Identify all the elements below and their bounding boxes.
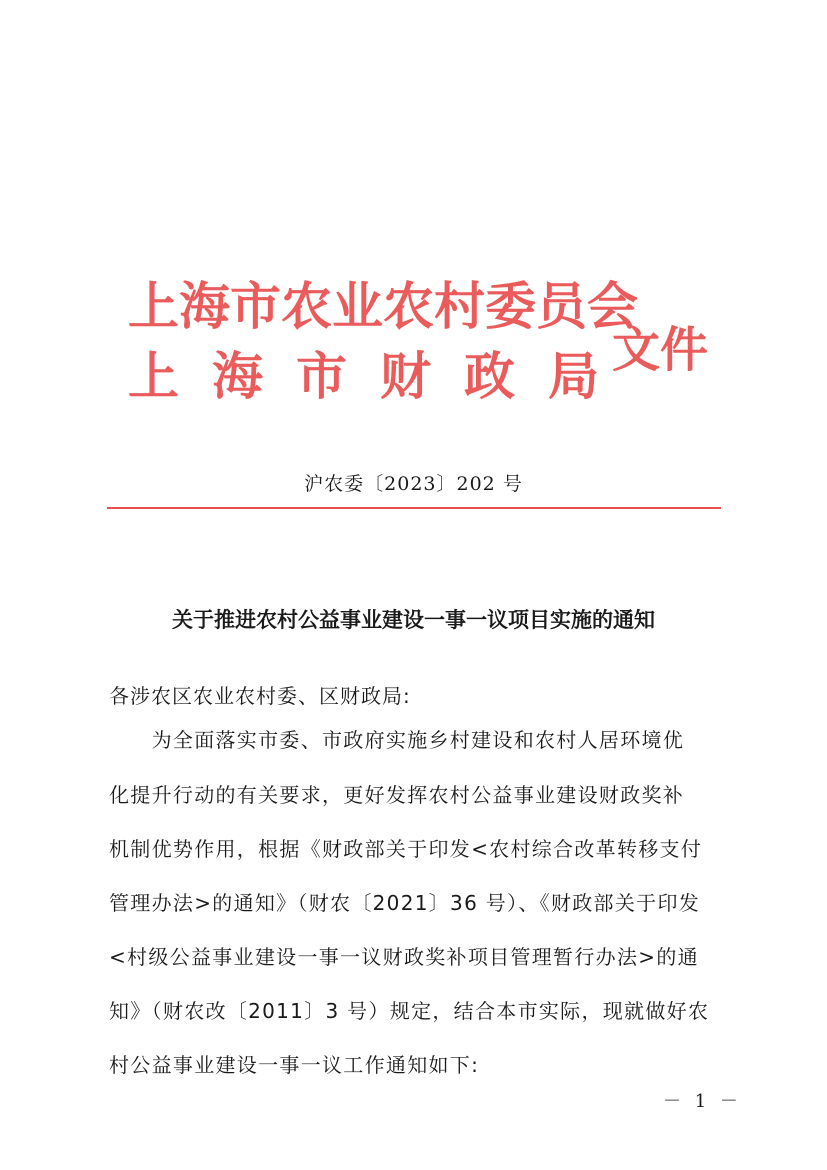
document-number: 沪农委〔2023〕202 号 [304, 473, 523, 495]
red-divider-line [107, 507, 721, 509]
body-text-line: 知》（财农改〔2011〕3 号）规定，结合本市实际，现就做好农 [109, 999, 710, 1023]
body-text-line: 管理办法>的通知》（财农〔2021〕36 号）、《财政部关于印发 [109, 891, 701, 915]
document-type-label: 文件 [612, 322, 709, 378]
issuer-name-finance-bureau: 上海市财政局 [128, 347, 633, 407]
body-text-line: <村级公益事业建设一事一议财政奖补项目管理暂行办法>的通 [109, 945, 699, 969]
page-number: － 1 － [663, 1091, 742, 1112]
body-text-line: 化提升行动的有关要求，更好发挥农村公益事业建设财政奖补 [109, 783, 685, 807]
salutation: 各涉农区农业农村委、区财政局: [109, 684, 411, 708]
body-text-line: 为全面落实市委、市政府实施乡村建设和农村人居环境优 [109, 728, 685, 752]
issuer-name-agriculture-committee: 上海市农业农村委员会 [128, 277, 639, 337]
body-text-line: 村公益事业建设一事一议工作通知如下: [109, 1053, 480, 1077]
body-text-line: 机制优势作用，根据《财政部关于印发<农村综合改革转移支付 [109, 837, 703, 861]
document-title: 关于推进农村公益事业建设一事一议项目实施的通知 [172, 607, 655, 632]
